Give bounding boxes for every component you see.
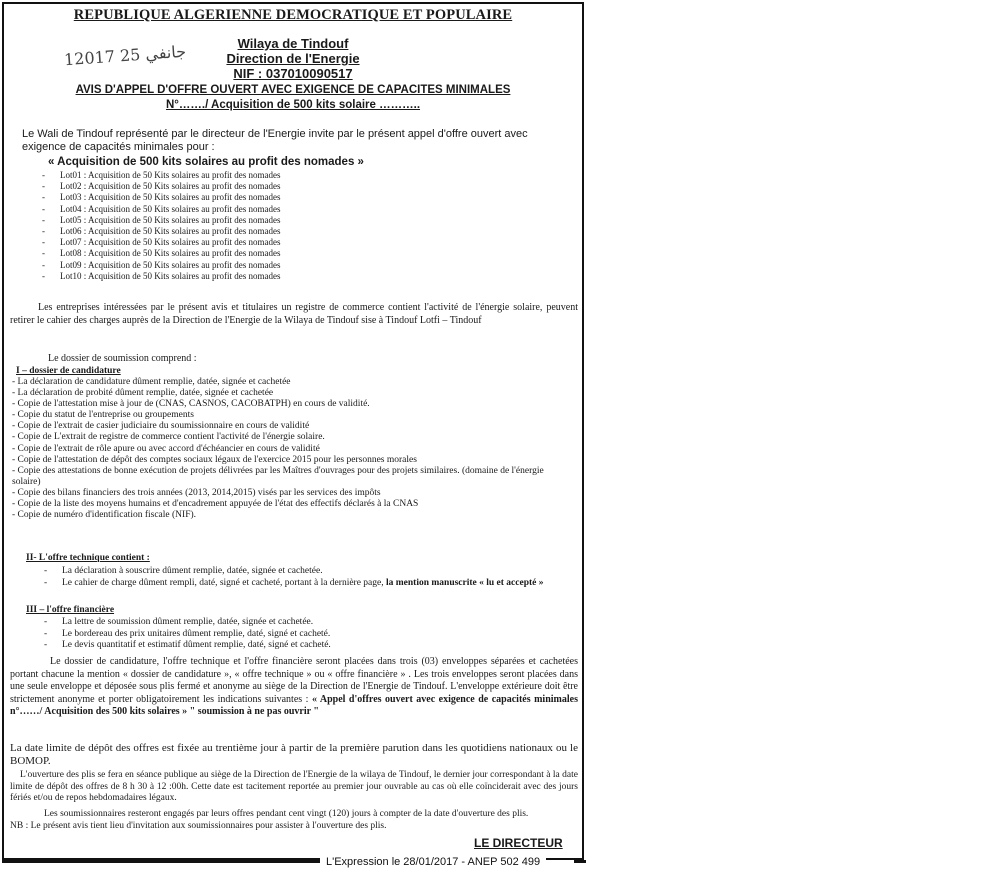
list-item: - Lot02 : Acquisition de 50 Kits solaires au profit des nomades [42, 181, 280, 192]
envelopes-text: Le dossier de candidature, l'offre technique et l'offre financière seront placées dans trois (03) enveloppes séparées et cachetées portant chacune la mention « dossier de candidature », « offre technique » ou « offre financière » . Les trois enveloppes seront placées dans une seule enveloppe et déposée sous plis fermé et anonyme au siège de la Direction de l'Energie de Tindouf. L'enveloppe extérieure doit être strictement anonyme et porter obligatoirement les indications suivantes : [10, 656, 578, 705]
list-item: - Copie de l'attestation de dépôt des comptes sociaux légaux de l'exercice 2015 pour les personnes morales [12, 455, 572, 466]
lots-list [42, 170, 280, 282]
list-item: - La déclaration à souscrire dûment remplie, datée, signée et cachetée. [44, 566, 574, 578]
list-item: - Lot09 : Acquisition de 50 Kits solaires au profit des nomades [42, 260, 280, 271]
section-candidature-title: I – dossier de candidature [16, 366, 121, 376]
list-item: - La lettre de soumission dûment remplie, datée, signée et cachetée. [44, 617, 574, 629]
section-financial-title: III – l'offre financière [26, 605, 115, 615]
signature: LE DIRECTEUR [474, 836, 563, 850]
handwritten-date: 12017 جانفي 25 [63, 41, 187, 70]
republic-title: REPUBLIQUE ALGERIENNE DEMOCRATIQUE ET POPULAIRE [73, 7, 513, 23]
list-item: - Lot01 : Acquisition de 50 Kits solaires au profit des nomades [42, 170, 280, 181]
dossier-intro: Le dossier de soumission comprend : [48, 353, 197, 364]
list-item: - Lot05 : Acquisition de 50 Kits solaires au profit des nomades [42, 215, 280, 226]
subject-line: « Acquisition de 500 kits solaires au profit des nomades » [48, 156, 364, 168]
envelope-mention: « Appel d'offres ouvert avec exigence de capacités minimales n°……/ Acquisition des 500 kits solaires » " soumission à ne pas ouvrir " [10, 693, 578, 717]
list-item: - Le bordereau des prix unitaires dûment remplie, daté, signé et cacheté. [44, 629, 574, 641]
list-item: - Lot08 : Acquisition de 50 Kits solaires au profit des nomades [42, 248, 280, 259]
footer-rule-left [2, 860, 322, 863]
list-item: - Copie de l'extrait de rôle apure ou avec accord d'échéancier en cours de validité [12, 444, 572, 455]
list-item: - Copie de l'attestation mise à jour de (CNAS, CASNOS, CACOBATPH) en cours de validité. [12, 399, 572, 410]
list-item: - Lot07 : Acquisition de 50 Kits solaires au profit des nomades [42, 237, 280, 248]
technical-list [44, 566, 574, 589]
list-item: - Copie de L'extrait de registre de commerce contient l'activité de l'énergie solaire. [12, 432, 572, 443]
candidature-list [12, 377, 572, 521]
footer-rule-right [574, 860, 586, 863]
nif-number: NIF : 037010090517 [233, 66, 353, 81]
list-item: - Copie de numéro d'identification fiscale (NIF). [12, 510, 572, 521]
intro-paragraph: Le Wali de Tindouf représenté par le directeur de l'Energie invite par le présent appel d'offre ouvert avec exigence de capacités minimales pour : [22, 128, 528, 153]
list-item: - Lot03 : Acquisition de 50 Kits solaires au profit des nomades [42, 192, 280, 203]
list-item: - Lot06 : Acquisition de 50 Kits solaires au profit des nomades [42, 226, 280, 237]
publication-footer: L'Expression le 28/01/2017 - ANEP 502 499 [320, 856, 546, 868]
deadline-paragraph: La date limite de dépôt des offres est fixée au trentième jour à partir de la première parution dans les quotidiens nationaux ou le BOMOP. [10, 742, 578, 767]
list-item-text: Le cahier de charge dûment rempli, daté, signé et cacheté, portant à la dernière page, [62, 577, 386, 588]
financial-list [44, 617, 574, 652]
direction-title: Direction de l'Energie [226, 51, 360, 66]
list-item: - Copie de l'extrait de casier judiciaire du soumissionnaire en cours de validité [12, 421, 572, 432]
list-item: - La déclaration de candidature dûment remplie, datée, signée et cachetée [12, 377, 572, 388]
list-item: - La déclaration de probité dûment remplie, datée, signée et cachetée [12, 388, 572, 399]
validity-paragraph: Les soumissionnaires resteront engagés par leurs offres pendant cent vingt (120) jours à compter de la date d'ouverture des plis. [44, 809, 529, 819]
list-item: - Le devis quantitatif et estimatif dûment remplie, daté, signé et cacheté. [44, 640, 574, 652]
notice-page [2, 2, 584, 860]
list-item: - Copie du statut de l'entreprise ou groupements [12, 410, 572, 421]
envelopes-paragraph [10, 656, 578, 719]
handwritten-mention: la mention manuscrite « lu et accepté » [385, 577, 544, 588]
opening-paragraph: L'ouverture des plis se fera en séance publique au siège de la Direction de l'Energie de la wilaya de Tindouf, le dernier jour correspondant à la date limite de dépôt des offres de 8 h 30 à 12 :00h. Cette date est tacitement reportée au premier jour ouvrable au cas où elle coïnciderait avec des jours fériés et/ou de repos hebdomadaires légaux. [10, 770, 578, 803]
wilaya-title: Wilaya de Tindouf [237, 36, 349, 51]
list-item: - Lot04 : Acquisition de 50 Kits solaires au profit des nomades [42, 204, 280, 215]
notice-number: N°……./ Acquisition de 500 kits solaire ……….. [165, 99, 421, 111]
list-item: - Copie de la liste des moyens humains et d'encadrement appuyée de l'état des effectifs déclarés à la CNAS [12, 499, 572, 510]
section-technical-title: II- L'offre technique contient : [26, 553, 150, 563]
nb-note: NB : Le présent avis tient lieu d'invitation aux soumissionnaires pour assister à l'ouverture des plis. [10, 821, 387, 831]
list-item: - Lot10 : Acquisition de 50 Kits solaires au profit des nomades [42, 271, 280, 282]
issuer-block [4, 36, 582, 81]
notice-title: AVIS D'APPEL D'OFFRE OUVERT AVEC EXIGENCE DE CAPACITES MINIMALES [75, 84, 511, 96]
eligibility-paragraph: Les entreprises intéressées par le présent avis et titulaires un registre de commerce contient l'activité de l'énergie solaire, peuvent retirer le cahier des charges auprès de la Direction de l'Energie de la Wilaya de Tindouf sise à Tindouf Lotfi – Tindouf [10, 302, 578, 326]
list-item: - Copie des attestations de bonne exécution de projets délivrées par les Maîtres d'ouvrages pour des projets similaires. (domaine de l'énergie solaire) [12, 466, 572, 488]
list-item [44, 578, 574, 590]
list-item: - Copie des bilans financiers des trois années (2013, 2014,2015) visés par les services des impôts [12, 488, 572, 499]
